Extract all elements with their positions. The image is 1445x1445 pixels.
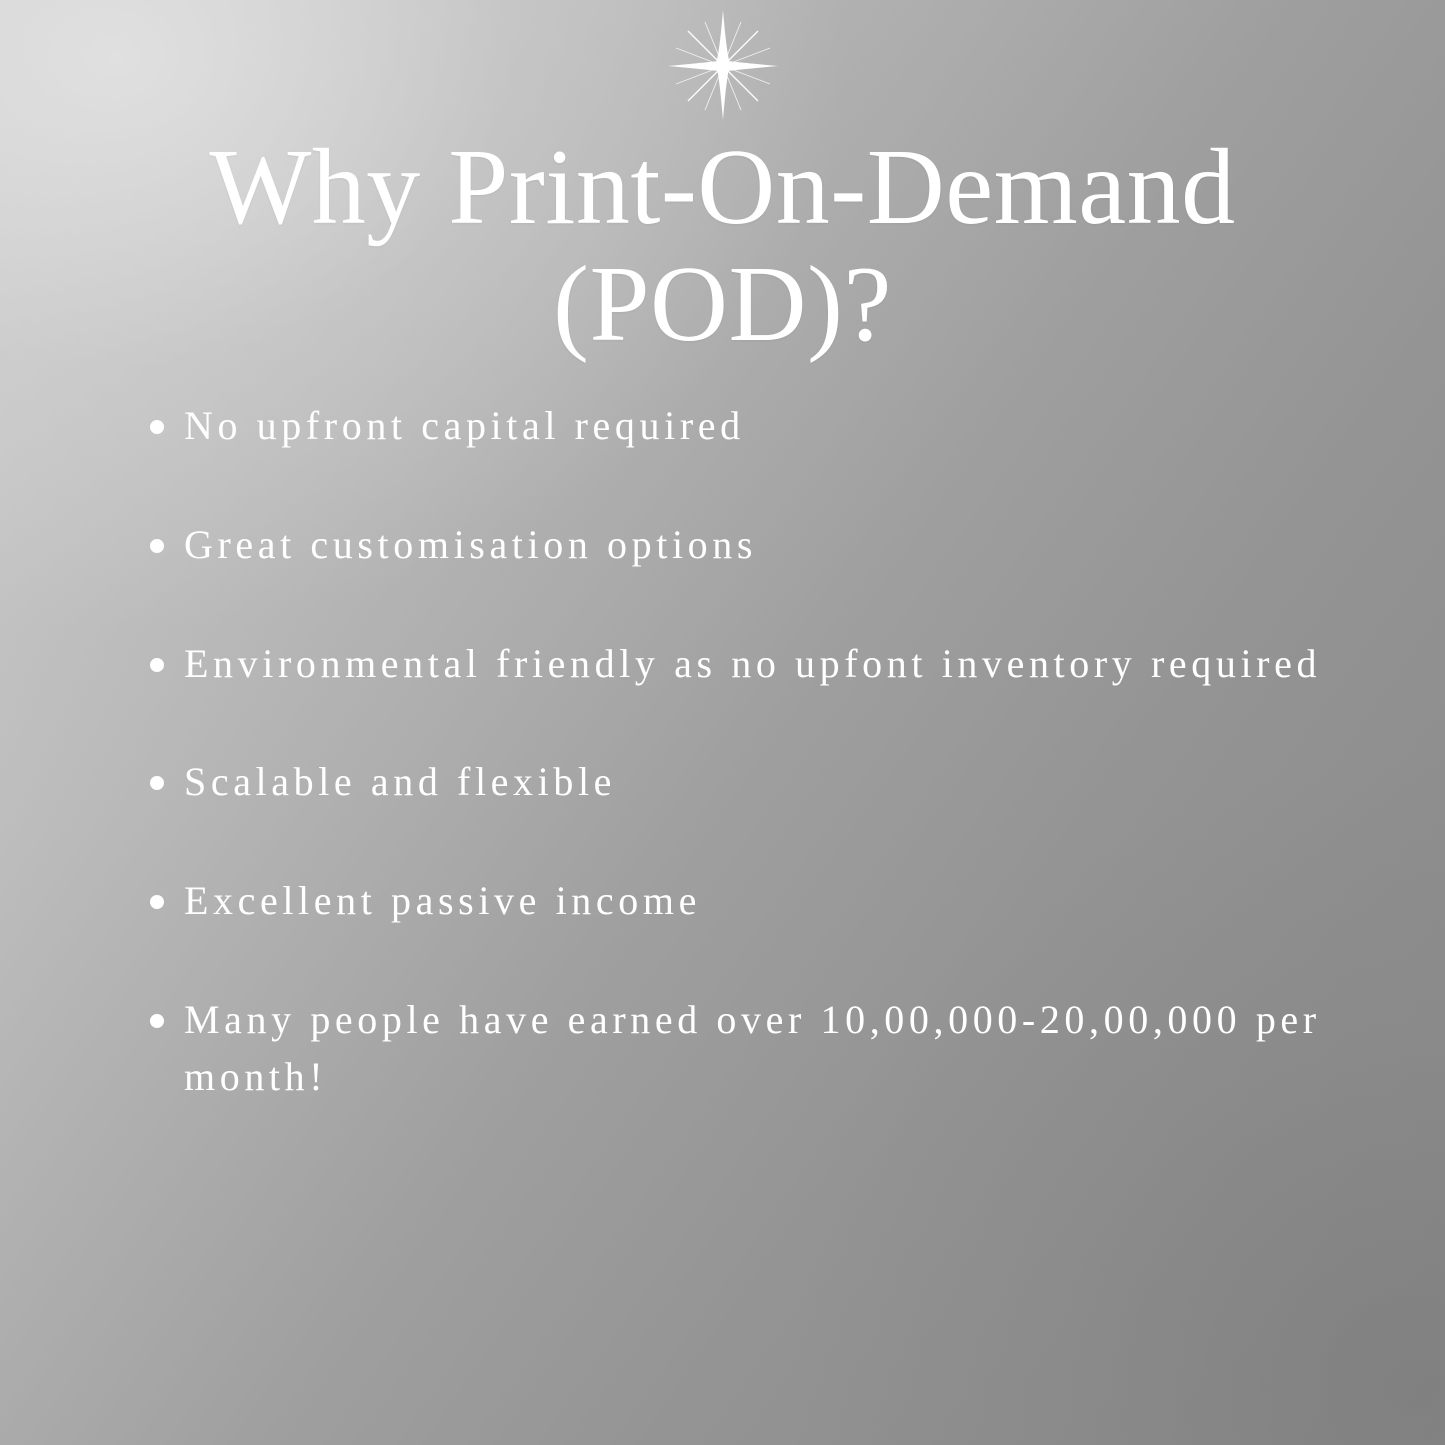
list-item-label: Scalable and flexible	[184, 759, 617, 805]
list-item	[150, 636, 1375, 693]
sparkle-star-icon	[658, 8, 788, 128]
list-item	[150, 992, 1375, 1106]
list-item	[150, 398, 1375, 455]
list-item-label: No upfront capital required	[184, 403, 745, 448]
bullet-dot-icon	[150, 895, 164, 909]
list-item	[150, 754, 1375, 811]
bullet-dot-icon	[150, 658, 164, 672]
list-item	[150, 873, 1375, 930]
list-item	[150, 517, 1375, 574]
bullet-dot-icon	[150, 539, 164, 553]
list-item-label: Environmental friendly as no upfont inventory required	[184, 640, 1322, 686]
list-item-label: Great customisation options	[184, 521, 758, 567]
bullet-dot-icon	[150, 420, 164, 434]
bullet-dot-icon	[150, 1014, 164, 1028]
list-item-label: Excellent passive income	[184, 878, 701, 924]
benefits-list	[150, 398, 1375, 1168]
page-title: Why Print-On-Demand (POD)?	[209, 128, 1236, 364]
list-item-label: Many people have earned over 10,00,000-20,00,000 per month!	[184, 996, 1321, 1099]
bullet-dot-icon	[150, 776, 164, 790]
